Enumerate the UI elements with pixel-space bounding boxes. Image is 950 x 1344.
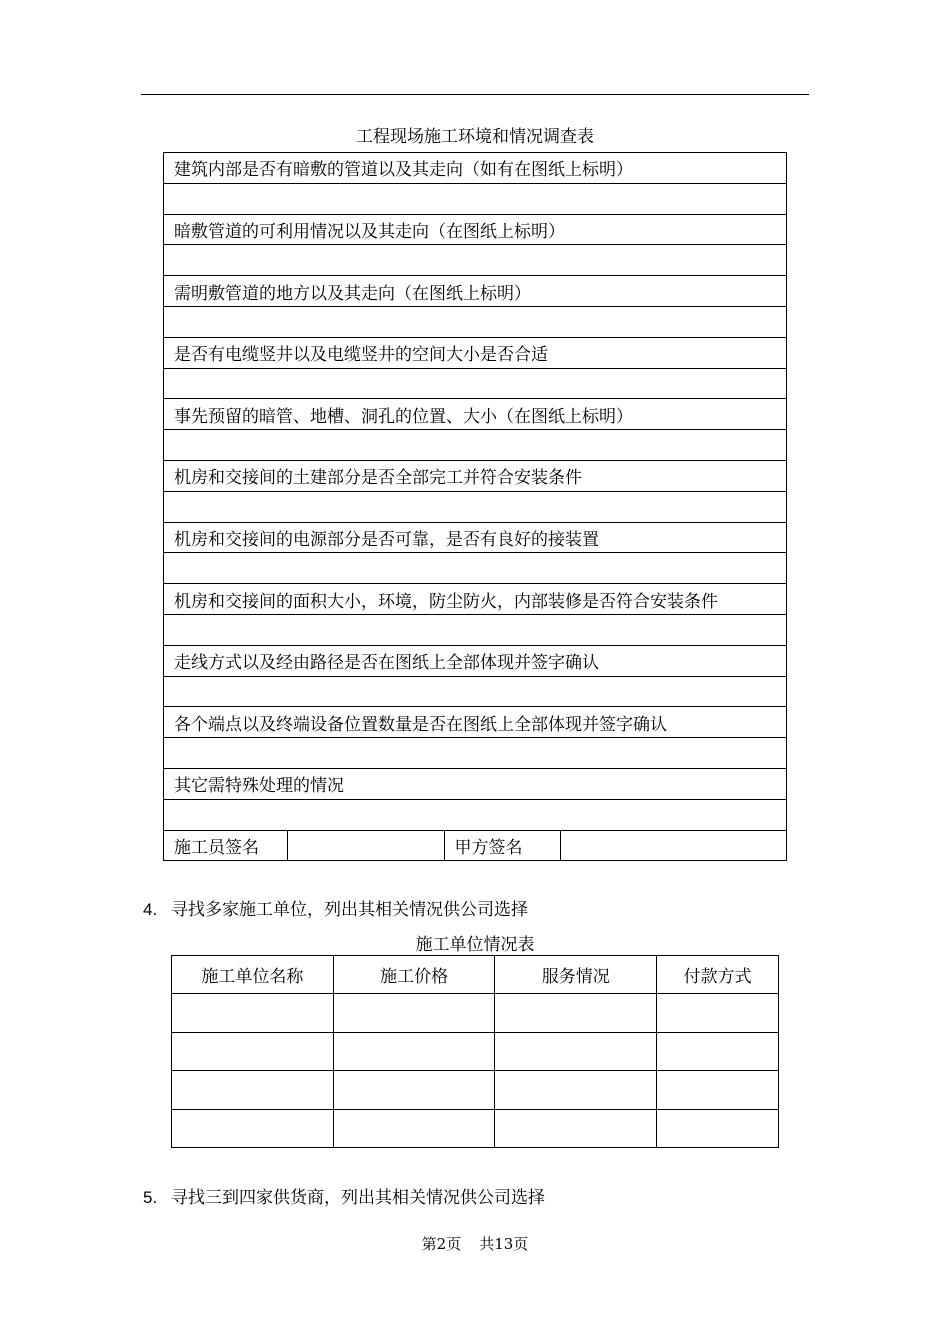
answer-row [164, 738, 787, 769]
vendor-cell[interactable] [172, 1071, 334, 1109]
answer-row [164, 183, 787, 214]
question-row [164, 337, 787, 368]
question-row [164, 707, 787, 738]
answer-cell[interactable] [164, 306, 787, 337]
page-total: 共13页 [479, 1235, 529, 1253]
list-item-text: 寻找三到四家供货商，列出其相关情况供公司选择 [171, 1188, 545, 1208]
vendor-cell[interactable] [657, 994, 779, 1032]
list-item-5 [143, 1183, 545, 1208]
header-rule [141, 94, 809, 95]
client-signature-label: 甲方签名 [444, 830, 561, 861]
vendor-cell[interactable] [495, 1071, 657, 1109]
answer-row [164, 799, 787, 830]
answer-cell[interactable] [164, 430, 787, 461]
signature-row [164, 830, 787, 861]
survey-table [163, 152, 787, 861]
question-cell: 机房和交接间的电源部分是否可靠，是否有良好的接装置 [164, 522, 787, 553]
answer-cell[interactable] [164, 799, 787, 830]
answer-cell[interactable] [164, 614, 787, 645]
vendor-row [172, 994, 779, 1032]
question-cell: 各个端点以及终端设备位置数量是否在图纸上全部体现并签字确认 [164, 707, 787, 738]
question-cell: 事先预留的暗管、地槽、洞孔的位置、大小（在图纸上标明） [164, 399, 787, 430]
vendor-column-header: 服务情况 [495, 956, 657, 994]
answer-row [164, 245, 787, 276]
answer-row [164, 614, 787, 645]
vendor-table-title: 施工单位情况表 [415, 935, 535, 955]
vendor-cell[interactable] [657, 1109, 779, 1147]
question-row [164, 276, 787, 307]
question-cell: 需明敷管道的地方以及其走向（在图纸上标明） [164, 276, 787, 307]
question-row [164, 522, 787, 553]
page-number: 第2页 [421, 1235, 462, 1253]
survey-table-title: 工程现场施工环境和情况调查表 [356, 127, 594, 147]
list-item-number: 4. [143, 900, 158, 919]
answer-row [164, 491, 787, 522]
vendor-cell[interactable] [657, 1032, 779, 1070]
question-row [164, 214, 787, 245]
answer-cell[interactable] [164, 553, 787, 584]
vendor-column-header: 施工价格 [333, 956, 495, 994]
question-cell: 其它需特殊处理的情况 [164, 768, 787, 799]
question-cell: 机房和交接间的面积大小，环境，防尘防火，内部装修是否符合安装条件 [164, 584, 787, 615]
question-row [164, 399, 787, 430]
question-row [164, 584, 787, 615]
vendor-row [172, 1032, 779, 1070]
question-row [164, 153, 787, 184]
vendor-header-row [172, 956, 779, 994]
question-cell: 走线方式以及经由路径是否在图纸上全部体现并签字确认 [164, 645, 787, 676]
question-row [164, 460, 787, 491]
answer-row [164, 676, 787, 707]
vendor-cell[interactable] [172, 1032, 334, 1070]
answer-row [164, 553, 787, 584]
answer-row [164, 368, 787, 399]
answer-cell[interactable] [164, 738, 787, 769]
constructor-signature-field[interactable] [287, 830, 444, 861]
vendor-row [172, 1109, 779, 1147]
question-row [164, 645, 787, 676]
answer-cell[interactable] [164, 245, 787, 276]
answer-cell[interactable] [164, 676, 787, 707]
vendor-cell[interactable] [495, 994, 657, 1032]
client-signature-field[interactable] [561, 830, 787, 861]
vendor-cell[interactable] [333, 994, 495, 1032]
answer-cell[interactable] [164, 368, 787, 399]
list-item-4 [143, 895, 528, 920]
question-cell: 建筑内部是否有暗敷的管道以及其走向（如有在图纸上标明） [164, 153, 787, 184]
answer-cell[interactable] [164, 491, 787, 522]
vendor-column-header: 施工单位名称 [172, 956, 334, 994]
vendor-cell[interactable] [333, 1109, 495, 1147]
list-item-text: 寻找多家施工单位，列出其相关情况供公司选择 [171, 900, 528, 920]
vendor-cell[interactable] [495, 1109, 657, 1147]
answer-row [164, 306, 787, 337]
vendor-row [172, 1071, 779, 1109]
vendor-table [171, 955, 779, 1148]
page-footer [0, 1233, 950, 1254]
vendor-cell[interactable] [172, 994, 334, 1032]
answer-cell[interactable] [164, 183, 787, 214]
vendor-cell[interactable] [333, 1032, 495, 1070]
vendor-cell[interactable] [657, 1071, 779, 1109]
question-row [164, 768, 787, 799]
question-cell: 暗敷管道的可利用情况以及其走向（在图纸上标明） [164, 214, 787, 245]
question-cell: 是否有电缆竖井以及电缆竖井的空间大小是否合适 [164, 337, 787, 368]
constructor-signature-label: 施工员签名 [164, 830, 288, 861]
vendor-cell[interactable] [333, 1071, 495, 1109]
answer-row [164, 430, 787, 461]
vendor-cell[interactable] [172, 1109, 334, 1147]
question-cell: 机房和交接间的土建部分是否全部完工并符合安装条件 [164, 460, 787, 491]
vendor-cell[interactable] [495, 1032, 657, 1070]
vendor-column-header: 付款方式 [657, 956, 779, 994]
list-item-number: 5. [143, 1188, 158, 1207]
